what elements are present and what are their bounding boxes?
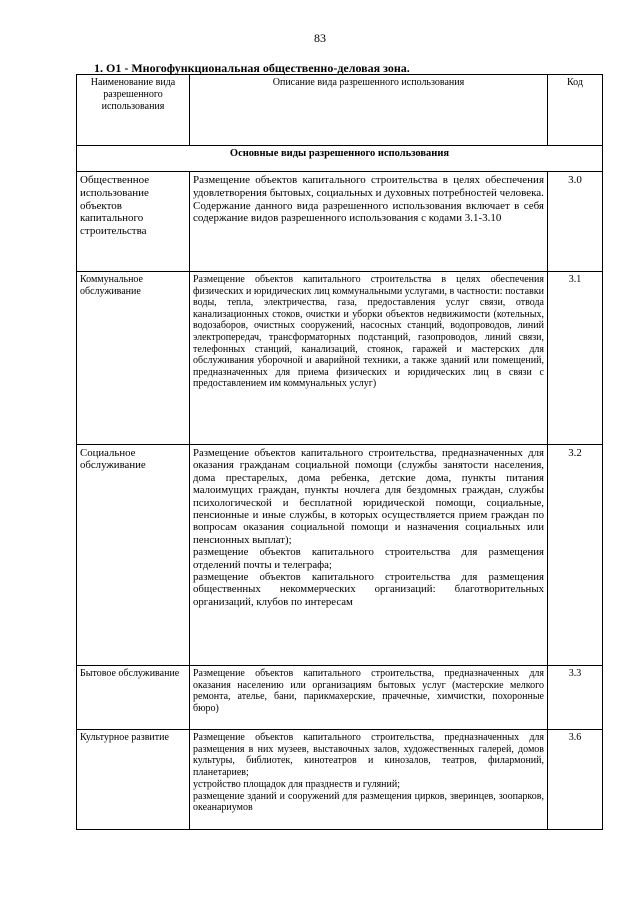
- row-description: [190, 730, 548, 830]
- section-heading: 1. О1 - Многофункциональная общественно-деловая зона.: [94, 61, 410, 75]
- description-paragraph: Размещение объектов капитального строительства в целях обеспечения физических и юридических лиц коммунальными услугами, в частности: поставки воды, тепла, электричества, газа, предоставления услуг связи, отвода канализационных стоков, очистки и уборки объектов недвижимости (котельных, водозаборов, очистных сооружений, насосных станций, водопроводов, линий электропередач, трансформаторных подстанций, газопроводов, линий связи, телефонных станций, канализаций, стоянок, гаражей и мастерских для обслуживания уборочной и аварийной техники, а также зданий или помещений, предназначенных для приема физических и юридических лиц в связи с предоставлением им коммунальных услуг): [193, 274, 544, 390]
- table-row: [77, 730, 603, 830]
- row-name: Культурное развитие: [77, 730, 190, 830]
- row-code: 3.1: [548, 272, 603, 445]
- page-number: 83: [314, 31, 326, 45]
- row-description: [190, 445, 548, 666]
- row-description: [190, 666, 548, 730]
- description-paragraph: Содержание данного вида разрешенного использования включает в себя содержание видов разрешенного использования с кодами 3.1-3.10: [193, 199, 544, 225]
- table-row: [77, 445, 603, 666]
- description-paragraph: Размещение объектов капитального строительства, предназначенных для оказания гражданам социальной помощи (службы занятости населения, дома престарелых, дома ребенка, детские дома, пункты питания малоимущих граждан, пункты ночлега для бездомных граждан, службы психологической и бесплатной юридической помощи, социальные, пенсионные и иные службы, в которых осуществляется прием граждан по вопросам оказания социальной помощи и назначения социальных или пенсионных выплат);: [193, 447, 544, 546]
- header-description: Описание вида разрешенного использования: [190, 75, 548, 146]
- description-paragraph: устройство площадок для празднеств и гуляний;: [193, 778, 401, 790]
- table-row: [77, 172, 603, 272]
- row-description: [190, 172, 548, 272]
- description-paragraph: Размещение объектов капитального строительства, предназначенных для размещения в них музеев, выставочных залов, художественных галерей, домов культуры, библиотек, кинотеатров и кинозалов, театров, филармоний, планетариев;: [193, 732, 544, 779]
- table-subheading-row: [77, 146, 603, 172]
- row-name: Общественное использование объектов капитального строительства: [77, 172, 190, 272]
- header-name: Наименование вида разрешенного использования: [77, 75, 190, 146]
- description-paragraph: размещение зданий и сооружений для размещения цирков, зверинцев, зоопарков, океанариумов: [193, 790, 544, 814]
- row-code: 3.0: [548, 172, 603, 272]
- row-code: 3.3: [548, 666, 603, 730]
- row-name: Социальное обслуживание: [77, 445, 190, 666]
- row-description: [190, 272, 548, 445]
- table-subheading: Основные виды разрешенного использования: [77, 146, 603, 172]
- row-name: Коммунальное обслуживание: [77, 272, 190, 445]
- description-paragraph: Размещение объектов капитального строительства в целях обеспечения удовлетворения бытовых, социальных и духовных потребностей человека.: [193, 174, 544, 199]
- description-paragraph: Размещение объектов капитального строительства, предназначенных для оказания населению или организациям бытовых услуг (мастерские мелкого ремонта, ателье, бани, парикмахерские, прачечные, химчистки, похоронные бюро): [193, 668, 544, 714]
- table-header-row: [77, 75, 603, 146]
- land-use-table: [76, 74, 603, 830]
- description-paragraph: размещение объектов капитального строительства для размещения общественных некоммерческих организаций: благотворительных организаций, клубов по интересам: [193, 571, 544, 608]
- header-code: Код: [548, 75, 603, 146]
- description-paragraph: размещение объектов капитального строительства для размещения отделений почты и телеграфа;: [193, 546, 544, 571]
- table-row: [77, 272, 603, 445]
- table-row: [77, 666, 603, 730]
- row-code: 3.6: [548, 730, 603, 830]
- row-code: 3.2: [548, 445, 603, 666]
- row-name: Бытовое обслуживание: [77, 666, 190, 730]
